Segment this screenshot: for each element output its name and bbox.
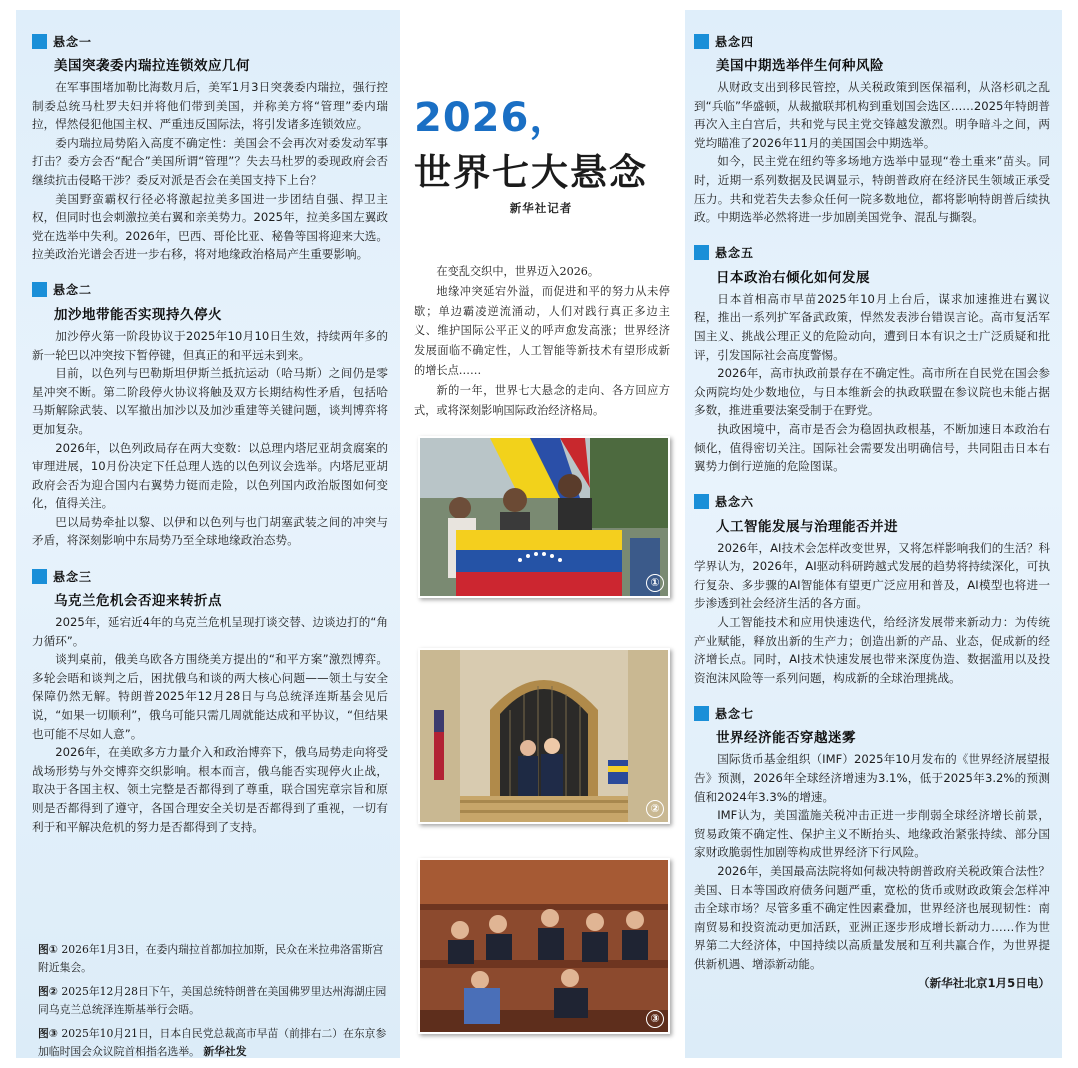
paragraph: 在军事围堵加勒比海数月后，美军1月3日突袭委内瑞拉，强行控制委总统马杜罗夫妇并将他们带到美国，并称美方将“管理”委内瑞拉，悍然侵犯他国主权、严重违反国际法，将引发诸多连锁效应。 [32, 80, 388, 132]
section-tag: 悬念六 [715, 495, 755, 510]
left-column [32, 32, 388, 853]
paragraph: 2026年，美国最高法院将如何裁决特朗普政府关税政策合法性？美国、日本等国政府债务问题严重，宽松的货币或财政政策会怎样冲击全球市场？尽管多重不确定性因素叠加，世界经济也展现韧性：南南贸易和投资流动更加活跃，亚洲正逐步形成增长新动力……作为世界第二大经济体，中国持续以高质量发展和互利共赢合作，为世界提供新机遇、增添新动能。 [694, 864, 1050, 971]
section-title: 日本政治右倾化如何发展 [716, 269, 870, 286]
photo-2 [418, 648, 670, 824]
section-marker-icon [32, 569, 47, 584]
paragraph: 如今，民主党在纽约等多场地方选举中显现“卷土重来”苗头。同时，近期一系列数据及民调显示，特朗普政府在经济民生领域正承受压力。共和党若失去参众任何一院多数地位，都将影响特朗普后续执政。中期选举必然将进一步加剧美国党争、混乱与撕裂。 [694, 154, 1050, 225]
section-marker-icon [694, 494, 709, 509]
section-title: 美国突袭委内瑞拉连锁效应几何 [54, 58, 250, 74]
section-7 [694, 704, 1050, 990]
paragraph: 从财政支出到移民管控，从关税政策到医保福利，从洛杉矶之乱到“兵临”华盛顿，从裁撤联邦机构到重划国会选区……2025年特朗普再次入主白宫后，共和党与民主党交锋越发激烈。明争暗斗之间，两党均瞄准了2026年11月的美国国会中期选举。 [694, 80, 1050, 150]
rally-photo-image [420, 438, 668, 596]
photo-credit: 新华社发 [203, 1045, 247, 1059]
meeting-photo-image [420, 650, 668, 822]
section-5 [694, 244, 1050, 476]
photo-number: ① [646, 574, 664, 592]
center-column [400, 26, 682, 1052]
lead-text [414, 262, 670, 420]
caption-label: 图③ [38, 1026, 58, 1040]
caption-text: 2025年10月21日，日本自民党总裁高市早苗（前排右二）在东京参加临时国会众议院首相指名选举。 [38, 1026, 387, 1059]
paragraph: 委内瑞拉局势陷入高度不确定性：美国会不会再次对委发动军事打击？委方会否“配合”美国所谓“管理”？失去马杜罗的委现政府会否继续抗击侵略干涉？委反对派是否会在美国支持下上台？ [32, 135, 388, 187]
photo-3 [418, 858, 670, 1034]
photo-1 [418, 436, 670, 598]
section-marker-icon [32, 282, 47, 297]
section-tag: 悬念五 [715, 246, 755, 261]
byline: 新华社记者 [509, 201, 573, 215]
caption-3 [38, 1025, 394, 1062]
section-tag: 悬念三 [53, 569, 93, 584]
paragraph: 谈判桌前，俄美乌欧各方围绕美方提出的“和平方案”激烈博弈。多轮会晤和谈判之后，困扰俄乌和谈的两大核心问题——领土与安全保障仍然无解。特朗普2025年12月28日与乌总统泽连斯基会见后说，“如果一切顺利”，俄乌可能只需几周就能达成和平协议，“但结果也可能不尽如人意”。 [32, 652, 388, 741]
section-title: 乌克兰危机会否迎来转折点 [54, 593, 222, 610]
caption-2 [38, 983, 394, 1020]
paragraph: 日本首相高市早苗2025年10月上台后，谋求加速推进右翼议程，推出一系列扩军备武政策，悍然发表涉台错误言论。高市复活军国主义、挑战公理正义的危险动向，遭到日本有识之士广泛质疑和批评，引发国际社会高度警惕。 [694, 291, 1050, 362]
paragraph: 目前，以色列与巴勒斯坦伊斯兰抵抗运动（哈马斯）之间仍是零星冲突不断。第二阶段停火协议将触及双方长期结构性矛盾，包括哈马斯解除武装、以军撤出加沙以及加沙重建等关键问题，谈判博弈将更加复杂。 [32, 366, 388, 436]
caption-text: 2026年1月3日，在委内瑞拉首都加拉加斯，民众在米拉弗洛雷斯宫附近集会。 [38, 943, 384, 975]
caption-1 [38, 941, 394, 978]
lead-paragraph: 新的一年，世界七大悬念的走向、各方回应方式，或将深刻影响国际政治经济格局。 [414, 383, 670, 417]
caption-label: 图① [38, 943, 58, 956]
section-6 [694, 493, 1050, 688]
caption-text: 2025年12月28日下午，美国总统特朗普在美国佛罗里达州海湖庄园同乌克兰总统泽连斯基举行会晤。 [38, 984, 387, 1017]
photo-number: ③ [646, 1010, 664, 1028]
section-tag: 悬念七 [715, 706, 755, 721]
section-tag: 悬念一 [53, 34, 93, 49]
photo-number: ② [646, 800, 664, 818]
section-title: 加沙地带能否实现持久停火 [54, 306, 222, 323]
dateline: （新华社北京1月5日电） [917, 975, 1050, 990]
photo-captions [38, 941, 394, 1066]
section-1 [32, 32, 388, 264]
section-marker-icon [694, 245, 709, 260]
paragraph: 执政困境中，高市是否会为稳固执政根基，不断加速日本政治右倾化，值得密切关注。国际社会需要发出明确信号，共同阻击日本右翼势力倒行逆施的危险图谋。 [694, 421, 1050, 474]
paragraph: 2025年，延宕近4年的乌克兰危机呈现打谈交替、边谈边打的“角力循环”。 [32, 615, 388, 648]
caption-label: 图② [38, 984, 58, 998]
section-tag: 悬念四 [715, 34, 755, 49]
right-column [694, 32, 1050, 992]
paragraph: 2026年，以色列政局存在两大变数：以总理内塔尼亚胡贪腐案的审理进展，10月份决定下任总理人选的以色列议会选举。内塔尼亚胡政府会否为迎合国内右翼势力铤而走险，以色列国内政治版图如何变化，值得关注。 [32, 440, 388, 511]
paragraph: 人工智能技术和应用快速迭代，给经济发展带来新动力：为传统产业赋能，释放出新的生产力；创造出新的产品、业态，促成新的经济增长点。同时，AI技术快速发展也带来深度伪造、数据滥用以及投资泡沫风险等一系列问题，构成新的全球治理挑战。 [694, 615, 1050, 685]
lead-paragraph: 地缘冲突延宕外溢，而促进和平的努力从未停歇；单边霸凌逆流涌动，人们对践行真正多边主义、维护国际公平正义的呼声愈发高涨；世界经济发展面临不确定性，人工智能等新技术有望形成新的增长点…… [414, 284, 670, 377]
section-title: 人工智能发展与治理能否并进 [716, 518, 898, 535]
section-marker-icon [694, 706, 709, 721]
paragraph: 2026年，AI技术会怎样改变世界，又将怎样影响我们的生活？科学界认为，2026年，AI驱动科研跨越式发展的趋势将持续深化，可执行复杂、多步骤的AI智能体有望更广泛应用和普及，AI模型也将进一步渗透到社会经济生活的各方面。 [694, 540, 1050, 611]
newspaper-page [10, 10, 1068, 1058]
section-title: 世界经济能否穿越迷雾 [716, 730, 856, 747]
paragraph: 加沙停火第一阶段协议于2025年10月10日生效，持续两年多的新一轮巴以冲突按下暂停键，但真正的和平远未到来。 [32, 328, 388, 362]
section-4 [694, 32, 1050, 227]
paragraph: 巴以局势牵扯以黎、以伊和以色列与也门胡塞武装之间的冲突与矛盾，将深刻影响中东局势乃至全球地缘政治态势。 [32, 514, 388, 548]
paragraph: 美国野蛮霸权行径必将激起拉美多国进一步团结自强、捍卫主权，但同时也会刺激拉美右翼和亲美势力。2025年，拉美多国左翼政党在选举中失利。2026年，巴西、哥伦比亚、秘鲁等国将迎来大选。拉美政治光谱会否进一步右移，将对地缘政治格局产生重要影响。 [32, 191, 388, 262]
paragraph: 国际货币基金组织（IMF）2025年10月发布的《世界经济展望报告》预测，2026年全球经济增速为3.1%，低于2025年3.2%的预测值和2024年3.3%的增速。 [694, 752, 1050, 804]
section-marker-icon [694, 34, 709, 49]
section-tag: 悬念二 [53, 283, 93, 298]
headline-title: 世界七大悬念 [414, 151, 648, 194]
paragraph: 2026年，在美欧多方力量介入和政治博弈下，俄乌局势走向将受战场形势与外交博弈交织影响。根本而言，俄乌能否实现停火止战，取决于各国主权、领土完整是否都得到了尊重，联合国宪章宗旨和原则是否都得到了遵守，各国合理安全关切是否都得到了重视，一切有利于和平解决危机的努力是否都得到了支持。 [32, 745, 388, 834]
section-title: 美国中期选举伴生何种风险 [716, 58, 884, 74]
headline-year: 2026， [414, 95, 571, 141]
parliament-photo-image [420, 860, 668, 1032]
section-3 [32, 567, 388, 836]
section-marker-icon [32, 34, 47, 49]
paragraph: 2026年，高市执政前景存在不确定性。高市所在自民党在国会参众两院均处少数地位，与日本维新会的执政联盟在参议院也未能占据多数，推进重要法案受制于在野党。 [694, 366, 1050, 418]
paragraph: IMF认为，美国滥施关税冲击正进一步削弱全球经济增长前景，贸易政策不确定性、保护主义不断抬头、地缘政治紧张持续、部分国家财政脆弱性加剧等构成世界经济下行风险。 [694, 808, 1050, 860]
section-2 [32, 281, 388, 550]
lead-paragraph: 在变乱交织中，世界迈入2026。 [436, 265, 600, 278]
